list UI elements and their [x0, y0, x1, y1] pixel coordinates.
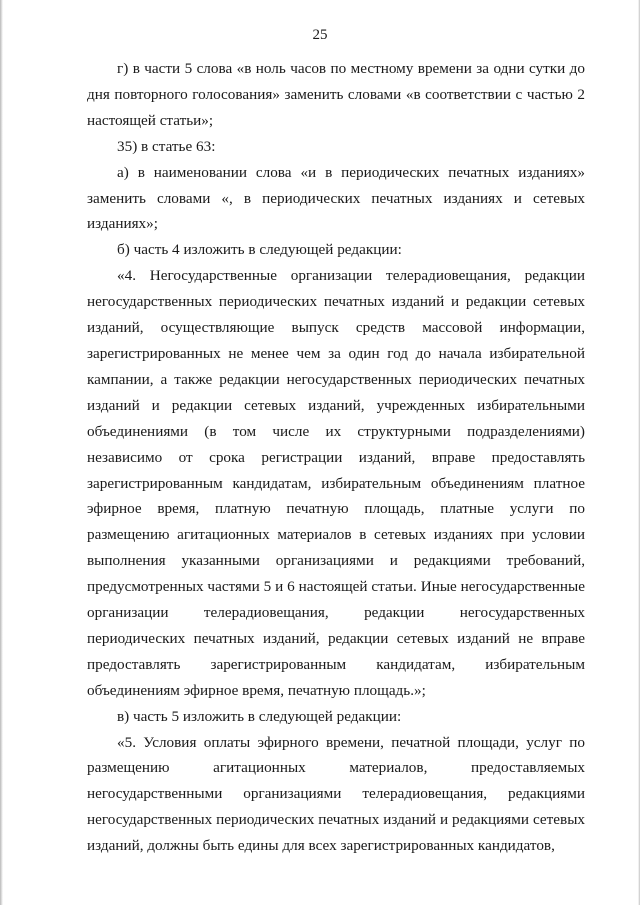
paragraph-item-35: 35) в статье 63: — [117, 137, 216, 155]
paragraph-part5-amendment: г) в части 5 слова «в ноль часов по местному времени за одни сутки до дня повторного голосования» заменить словами «в соответствии с частью 2 настоящей статьи»; — [87, 60, 585, 129]
scan-edge-left — [0, 0, 3, 905]
paragraph-part4-text: «4. Негосударственные организации телерадиовещания, редакции негосударственных периодических печатных изданий и редакции сетевых изданий, осуществляющие выпуск средств массовой информации, зарегистрированных не менее чем за один год до начала избирательной кампании, а также редакции негосударственных периодических печатных изданий и редакции сетевых изданий, учрежденных избирательными объединениями (в том числе их структурными подразделениями) независимо от срока регистрации изданий, вправе предоставлять зарегистрированным кандидатам, избирательным объединениям платное эфирное время, платную печатную площадь, платные услуги по размещению агитационных материалов в сетевых изданиях при условии выполнения указанными организациями и редакциями требований, предусмотренных частями 5 и 6 настоящей статьи. Иные негосударственные организации телерадиовещания, редакции негосударственных периодических печатных изданий, редакции сетевых изданий не вправе предоставлять зарегистрированным кандидатам, избирательным объединениям эфирное время, печатную площадь.»; — [87, 267, 585, 699]
document-body — [87, 56, 585, 859]
paragraph-item-v: в) часть 5 изложить в следующей редакции: — [117, 707, 402, 725]
page-number: 25 — [312, 27, 328, 43]
paragraph-item-b: б) часть 4 изложить в следующей редакции: — [117, 241, 402, 259]
paragraph-item-a: а) в наименовании слова «и в периодических печатных изданиях» заменить словами «, в периодических печатных изданиях и сетевых изданиях»; — [87, 163, 585, 233]
paragraph-part5-text: «5. Условия оплаты эфирного времени, печатной площади, услуг по размещению агитационных материалов, предоставляемых негосударственными организациями телерадиовещания, редакциями негосударственных периодических печатных изданий и редакциями сетевых изданий, должны быть едины для всех зарегистрированных кандидатов, — [87, 733, 585, 855]
